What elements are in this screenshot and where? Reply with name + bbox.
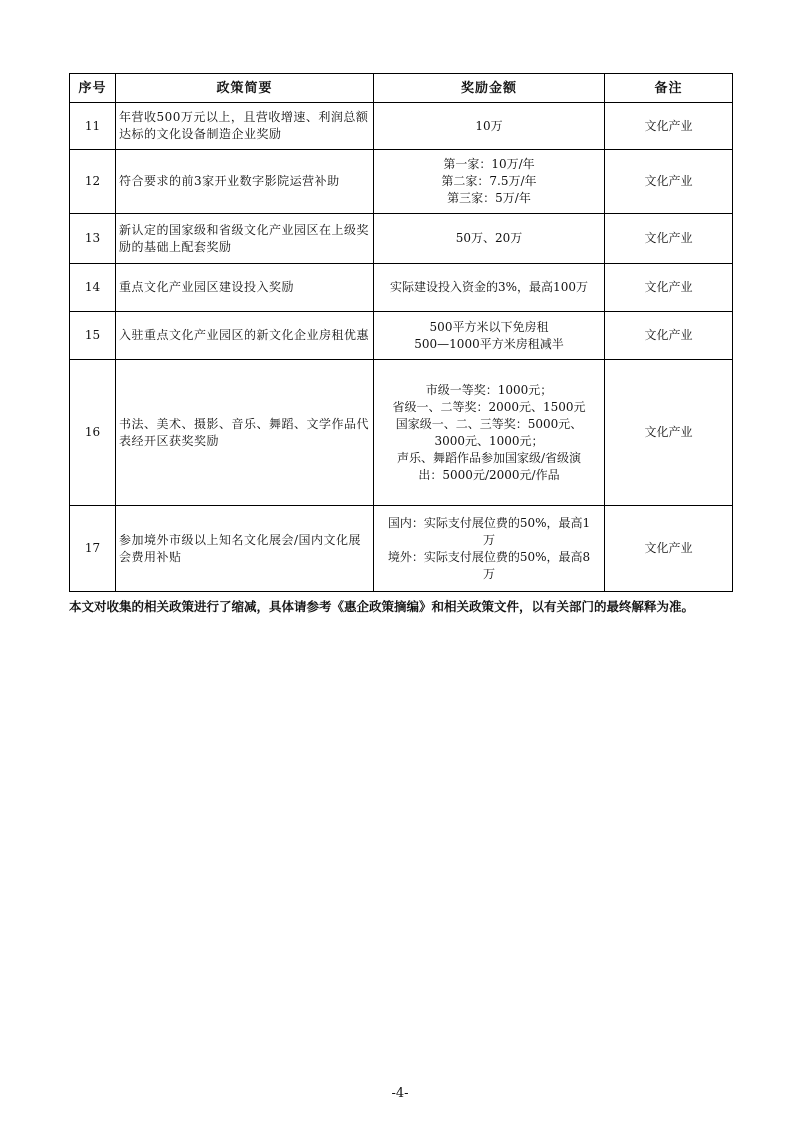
table-header-row xyxy=(70,74,733,103)
row-note: 文化产业 xyxy=(605,506,733,592)
row-index: 14 xyxy=(70,264,116,312)
row-summary: 新认定的国家级和省级文化产业园区在上级奖励的基础上配套奖励 xyxy=(116,214,374,264)
row-note: 文化产业 xyxy=(605,264,733,312)
row-summary: 参加境外市级以上知名文化展会/国内文化展会费用补贴 xyxy=(116,506,374,592)
row-summary: 符合要求的前3家开业数字影院运营补助 xyxy=(116,150,374,214)
row-amount xyxy=(374,264,605,312)
row-amount xyxy=(374,506,605,592)
amount-line: 500—1000平方米房租减半 xyxy=(414,336,564,351)
amount-line: 境外：实际支付展位费的50%，最高8 xyxy=(387,549,591,564)
row-amount xyxy=(374,150,605,214)
amount-line: 500平方米以下免房租 xyxy=(429,319,549,334)
row-index: 13 xyxy=(70,214,116,264)
amount-line: 声乐、舞蹈作品参加国家级/省级演 xyxy=(396,450,582,465)
row-amount xyxy=(374,103,605,150)
table-row xyxy=(70,150,733,214)
row-index: 15 xyxy=(70,312,116,360)
row-note: 文化产业 xyxy=(605,150,733,214)
amount-line: 10万 xyxy=(475,118,503,133)
table-row xyxy=(70,264,733,312)
row-amount xyxy=(374,360,605,506)
header-index: 序号 xyxy=(70,74,116,103)
amount-line: 省级一、二等奖：2000元、1500元 xyxy=(392,399,586,414)
header-amount: 奖励金额 xyxy=(374,74,605,103)
amount-line: 万 xyxy=(482,532,495,547)
table-row xyxy=(70,506,733,592)
row-note: 文化产业 xyxy=(605,214,733,264)
row-amount xyxy=(374,214,605,264)
policy-table xyxy=(69,73,733,592)
amount-line: 第三家：5万/年 xyxy=(447,191,531,205)
amount-line: 第二家：7.5万/年 xyxy=(441,174,537,188)
amount-line: 市级一等奖：1000元； xyxy=(425,382,553,397)
amount-line: 3000元、1000元； xyxy=(434,433,544,448)
amount-line: 国内：实际支付展位费的50%，最高1 xyxy=(387,515,591,530)
amount-line: 50万、20万 xyxy=(455,231,523,245)
table-row xyxy=(70,312,733,360)
amount-line: 国家级一、二、三等奖：5000元、 xyxy=(395,416,583,431)
amount-line: 出：5000元/2000元/作品 xyxy=(418,467,560,482)
amount-line: 实际建设投入资金的3%，最高100万 xyxy=(390,280,588,294)
row-index: 16 xyxy=(70,360,116,506)
table-row xyxy=(70,360,733,506)
header-summary: 政策简要 xyxy=(116,74,374,103)
row-amount xyxy=(374,312,605,360)
table-row xyxy=(70,103,733,150)
amount-line: 万 xyxy=(482,566,495,581)
amount-line: 第一家：10万/年 xyxy=(443,157,535,171)
row-note: 文化产业 xyxy=(605,360,733,506)
row-index: 12 xyxy=(70,150,116,214)
row-note: 文化产业 xyxy=(605,103,733,150)
row-index: 17 xyxy=(70,506,116,592)
row-index: 11 xyxy=(70,103,116,150)
row-summary: 入驻重点文化产业园区的新文化企业房租优惠 xyxy=(116,312,374,360)
row-summary: 书法、美术、摄影、音乐、舞蹈、文学作品代表经开区获奖奖励 xyxy=(116,360,374,506)
row-summary: 重点文化产业园区建设投入奖励 xyxy=(116,264,374,312)
row-note: 文化产业 xyxy=(605,312,733,360)
footnote: 本文对收集的相关政策进行了缩减，具体请参考《惠企政策摘编》和相关政策文件，以有关部门的最终解释为准。 xyxy=(69,599,695,614)
table-row xyxy=(70,214,733,264)
page-number: -4- xyxy=(391,1086,409,1101)
row-summary: 年营收500万元以上，且营收增速、利润总额达标的文化设备制造企业奖励 xyxy=(116,103,374,150)
header-note: 备注 xyxy=(605,74,733,103)
